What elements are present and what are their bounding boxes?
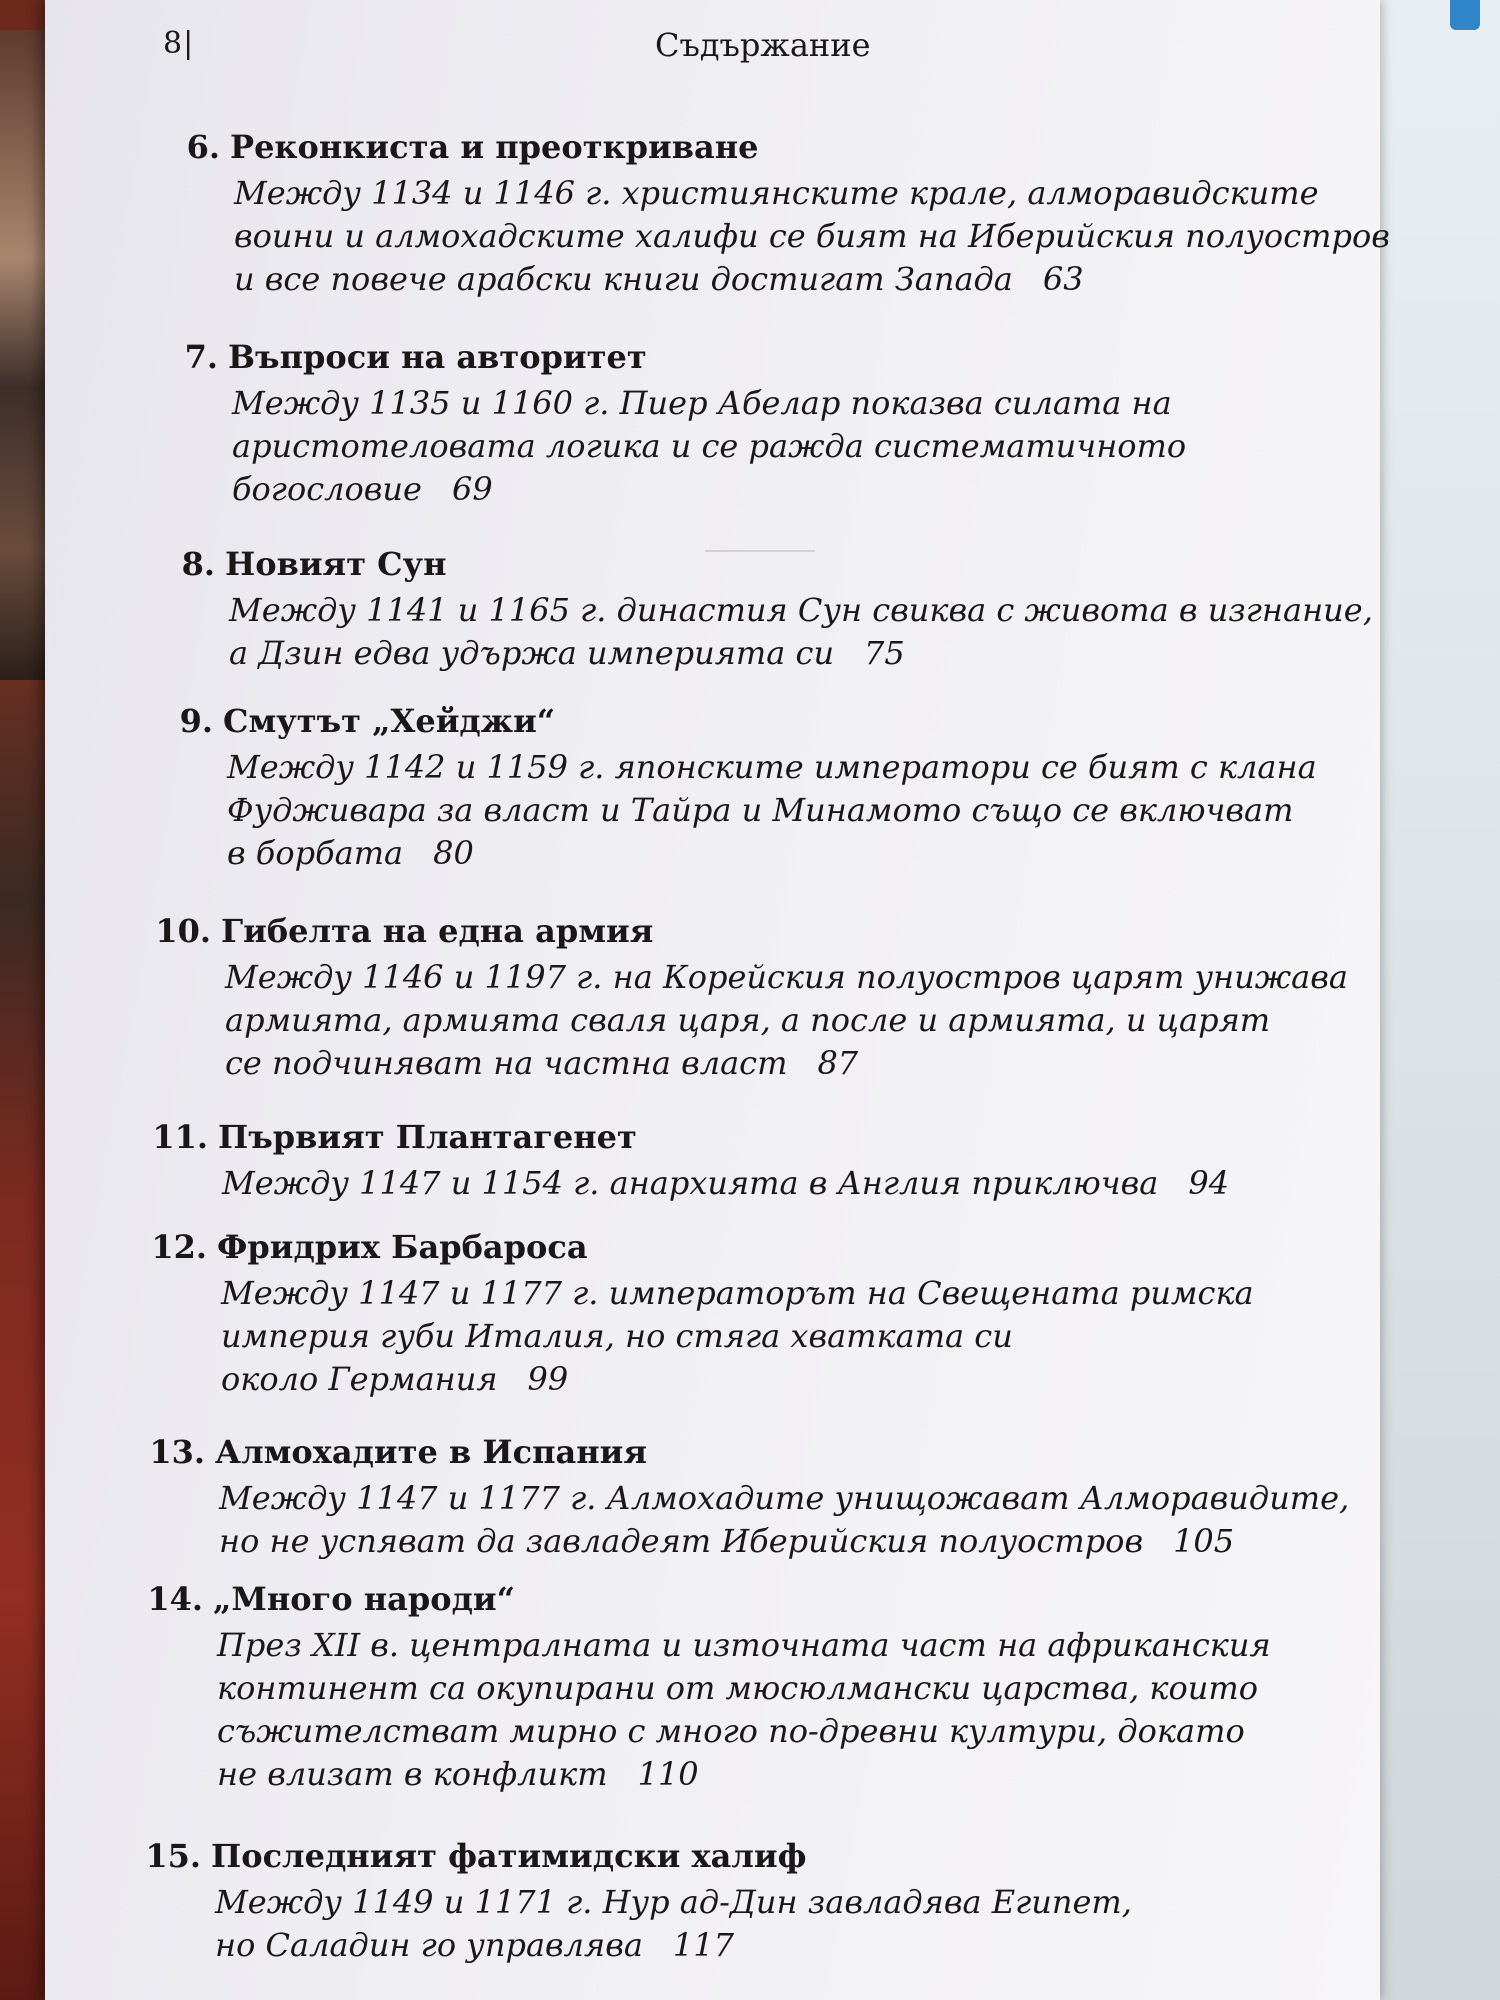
toc-entry	[152, 1118, 1230, 1205]
entry-title: „Много народи“	[213, 1580, 516, 1618]
description-line: Между 1142 и 1159 г. японските императори се бият с клана	[227, 748, 1317, 786]
description-line: а Дзин едва удържа империята си 75	[229, 634, 905, 672]
description-line: Между 1141 и 1165 г. династия Сун свиква с живота в изгнание,	[229, 591, 1373, 629]
entry-number: 9.	[179, 702, 213, 740]
description-line: но не успяват да завладеят Иберийския полуостров 105	[219, 1522, 1235, 1560]
table-of-contents	[45, 0, 1390, 2000]
entry-page-number: 75	[864, 634, 905, 672]
entry-number: 14.	[147, 1580, 203, 1618]
description-line: аристотеловата логика и се ражда систематичното	[232, 427, 1187, 465]
entry-title: Въпроси на авторитет	[228, 338, 647, 376]
entry-description	[217, 1272, 1254, 1401]
entry-description	[230, 172, 1390, 301]
description-line: воини и алмохадските халифи се бият на Иберийския полуостров	[234, 217, 1390, 255]
description-line: Между 1147 и 1177 г. императорът на Свещената римска	[221, 1274, 1254, 1312]
entry-page-number: 94	[1188, 1164, 1230, 1202]
entry-number: 12.	[151, 1228, 207, 1266]
entry-number: 10.	[155, 912, 211, 950]
toc-entry	[147, 1580, 1271, 1796]
entry-number: 11.	[152, 1118, 208, 1156]
toc-entry	[151, 1228, 1254, 1401]
entry-page-number: 80	[433, 834, 474, 872]
entry-page-number: 105	[1173, 1522, 1235, 1560]
description-line: но Саладин го управлява 117	[215, 1926, 734, 1964]
entry-title: Алмохадите в Испания	[215, 1433, 648, 1471]
background-blue-object	[1450, 0, 1480, 30]
entry-description	[225, 589, 1373, 675]
entry-description	[221, 956, 1348, 1085]
book-page	[45, 0, 1390, 2000]
entry-page-number: 117	[672, 1926, 734, 1964]
entry-title: Новият Сун	[225, 545, 447, 583]
description-line: Между 1149 и 1171 г. Нур ад-Дин завладява Египет,	[215, 1883, 1132, 1921]
entry-title: Реконкиста и преоткриване	[230, 128, 759, 166]
entry-title: Последният фатимидски халиф	[211, 1837, 807, 1875]
description-line: и все повече арабски книги достигат Запада 63	[234, 260, 1084, 298]
background-object	[1380, 0, 1500, 2000]
entry-number: 15.	[145, 1837, 201, 1875]
running-head: Съдържание	[655, 26, 871, 64]
toc-entry	[186, 128, 1390, 301]
description-line: Между 1147 и 1154 г. анархията в Англия приключва 94	[222, 1164, 1230, 1202]
toc-entry	[179, 702, 1317, 875]
entry-page-number: 87	[817, 1044, 859, 1082]
entry-number: 6.	[186, 128, 220, 166]
description-line: богословие 69	[232, 470, 493, 508]
entry-description	[211, 1881, 1132, 1967]
page-number: 8|	[163, 26, 195, 61]
entry-description	[223, 746, 1317, 875]
entry-page-number: 99	[527, 1360, 569, 1398]
description-line: Между 1135 и 1160 г. Пиер Абелар показва силата на	[232, 384, 1172, 422]
background-photo	[0, 30, 45, 680]
entry-description	[228, 382, 1186, 511]
description-line: армията, армията сваля царя, а после и армията, и царят	[225, 1001, 1271, 1039]
toc-entry	[184, 338, 1187, 511]
entry-title: Гибелта на една армия	[221, 912, 654, 950]
entry-page-number: 69	[451, 470, 493, 508]
entry-title: Първият Плантагенет	[218, 1118, 637, 1156]
entry-description	[215, 1477, 1349, 1563]
entry-title: Смутът „Хейджи“	[223, 702, 556, 740]
description-line: съжителстват мирно с много по-древни култури, докато	[217, 1712, 1245, 1750]
entry-number: 7.	[184, 338, 218, 376]
description-line: Фудживара за власт и Тайра и Минамото също се включват	[227, 791, 1294, 829]
entry-page-number: 110	[637, 1755, 699, 1793]
description-line: Между 1146 и 1197 г. на Корейския полуостров царят унижава	[225, 958, 1348, 996]
description-line: Между 1134 и 1146 г. християнските крале, алморавидските	[234, 174, 1319, 212]
toc-entry	[145, 1837, 1132, 1967]
description-line: в борбата 80	[227, 834, 474, 872]
entry-description	[213, 1624, 1271, 1796]
description-line: През XII в. централната и източната част на африканския	[217, 1626, 1271, 1664]
description-line: континент са окупирани от мюсюлмански царства, които	[217, 1669, 1259, 1707]
toc-entry	[181, 545, 1373, 675]
description-line: империя губи Италия, но стяга хватката си	[221, 1317, 1013, 1355]
description-line: не влизат в конфликт 110	[217, 1755, 699, 1793]
entry-title: Фридрих Барбароса	[217, 1228, 588, 1266]
entry-page-number: 63	[1042, 260, 1084, 298]
entry-description	[218, 1162, 1229, 1205]
entry-number: 13.	[149, 1433, 205, 1471]
description-line: Между 1147 и 1177 г. Алмохадите унищожават Алморавидите,	[219, 1479, 1350, 1517]
entry-number: 8.	[181, 545, 215, 583]
description-line: около Германия 99	[221, 1360, 569, 1398]
description-line: се подчиняват на частна власт 87	[225, 1044, 859, 1082]
toc-entry	[149, 1433, 1350, 1563]
toc-entry	[155, 912, 1348, 1085]
